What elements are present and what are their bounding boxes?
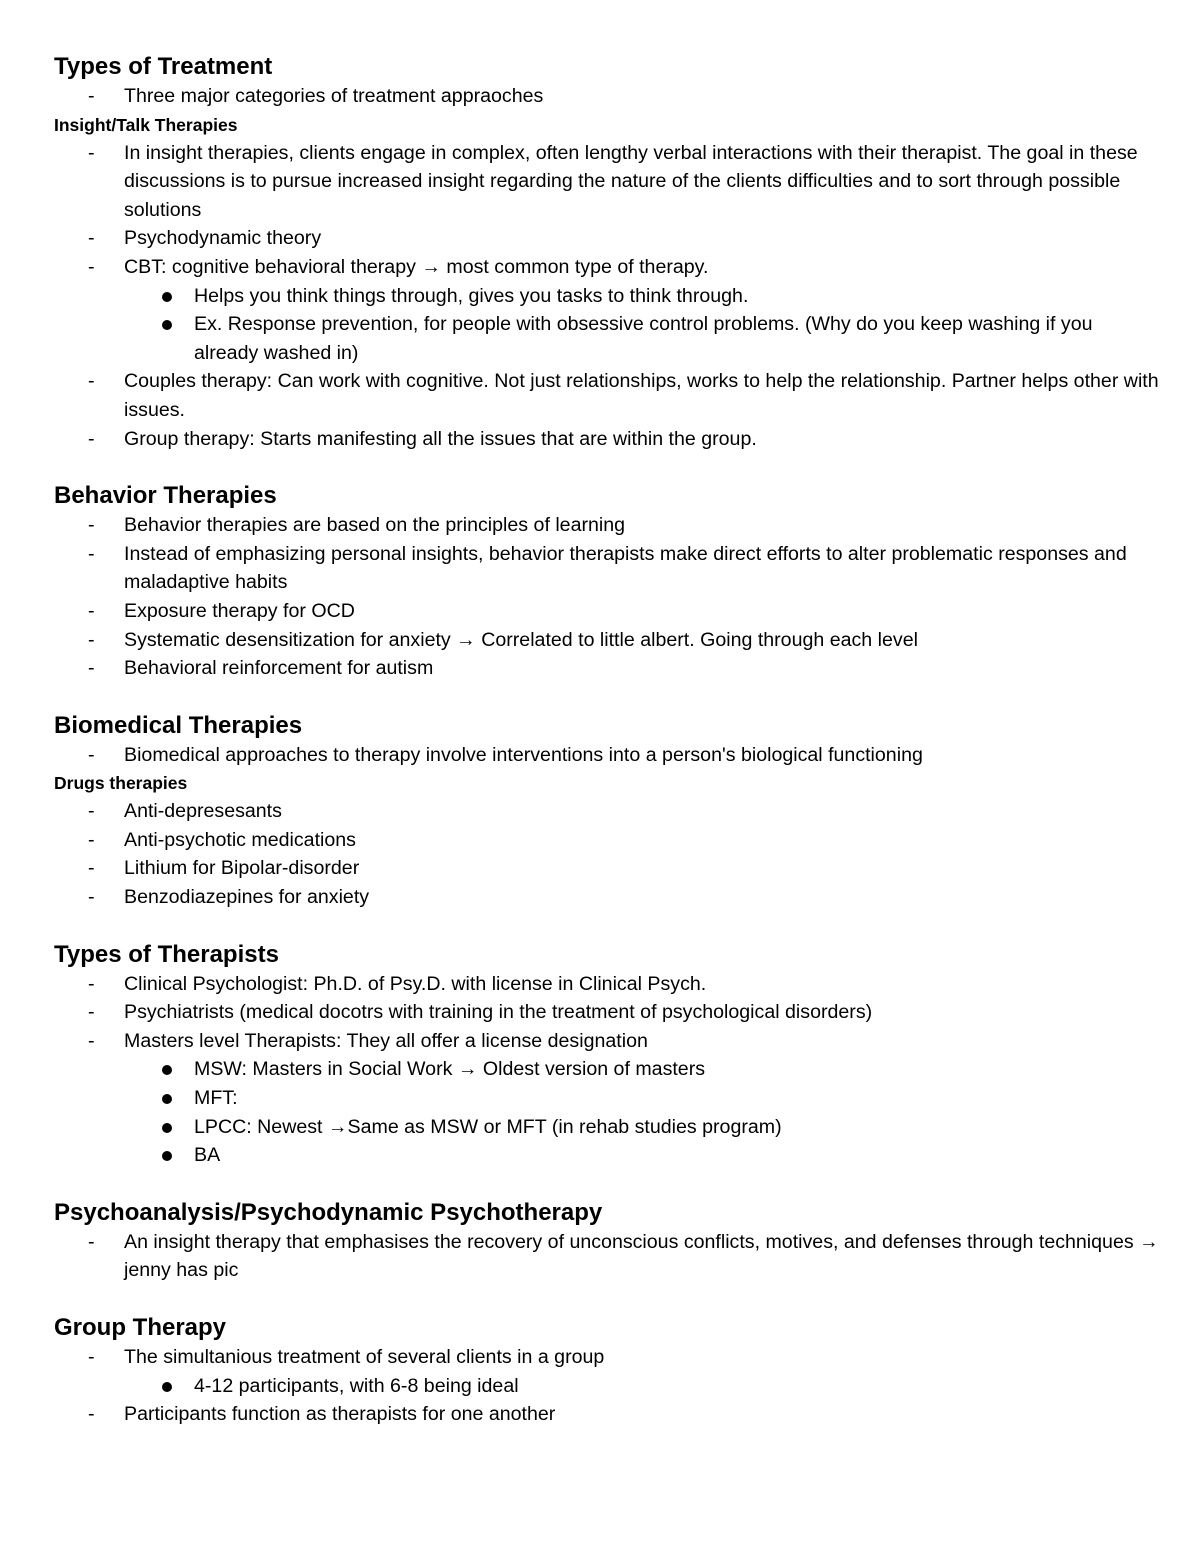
subsection-heading: Insight/Talk Therapies <box>54 114 238 135</box>
dash-bullet: - <box>88 828 95 851</box>
dash-bullet: - <box>88 857 95 880</box>
list-item: - Psychiatrists (medical docotrs with training in the treatment of psychological disorders) <box>54 998 1160 1027</box>
dash-bullet: - <box>88 542 95 565</box>
dash-bullet: - <box>88 427 95 450</box>
subsection-heading: Drugs therapies <box>54 773 188 794</box>
list-item: - In insight therapies, clients engage in complex, often lengthy verbal interactions with their therapist. The goal in these discussions is to pursue increased insight regarding the nature of the clients difficulties and to sort through possible solutions <box>54 139 1160 225</box>
nested-bullet-list <box>54 1372 1160 1401</box>
section-biomedical-therapies <box>54 711 1160 912</box>
list-item: - Behavior therapies are based on the principles of learning <box>54 511 1160 540</box>
dash-bullet: - <box>88 141 95 164</box>
list-item: - Masters level Therapists: They all offer a license designation <box>54 1027 1160 1056</box>
dash-bullet: - <box>88 1001 95 1024</box>
list-item: - CBT: cognitive behavioral therapy → most common type of therapy. <box>54 253 1160 282</box>
nested-list-item: Helps you think things through, gives you tasks to think through. <box>54 282 1160 311</box>
dash-bullet: - <box>88 972 95 995</box>
nested-list-item: MSW: Masters in Social Work → Oldest version of masters <box>54 1055 1160 1084</box>
dash-bullet: - <box>88 628 95 651</box>
nested-list-item: 4-12 participants, with 6-8 being ideal <box>54 1372 1160 1401</box>
dash-bullet: - <box>88 227 95 250</box>
dash-bullet: - <box>88 85 95 107</box>
dash-bullet: - <box>88 1346 95 1368</box>
list-item: - Couples therapy: Can work with cognitive. Not just relationships, works to help the relationship. Partner helps other with issues. <box>54 367 1160 424</box>
bullet-list <box>54 970 1160 1170</box>
section-title: Types of Treatment <box>54 53 273 80</box>
section-title: Psychoanalysis/Psychodynamic Psychotherapy <box>54 1198 603 1226</box>
nested-list-container <box>54 282 1160 368</box>
nested-list-container <box>54 1055 1160 1169</box>
dash-bullet: - <box>88 1029 95 1052</box>
nested-bullet-list <box>54 1055 1160 1169</box>
dash-bullet: - <box>88 800 95 823</box>
list-item: - Exposure therapy for OCD <box>54 597 1160 626</box>
bullet-dot-icon <box>162 320 172 330</box>
bullet-dot-icon <box>162 1151 172 1161</box>
bullet-list <box>54 511 1160 683</box>
dash-bullet: - <box>88 514 95 537</box>
section-title: Types of Therapists <box>54 940 279 968</box>
bullet-list <box>54 797 1160 911</box>
nested-list-item: BA <box>54 1141 1160 1170</box>
section-behavior-therapies <box>54 481 1160 683</box>
bullet-list <box>54 139 1160 454</box>
dash-bullet: - <box>88 1403 95 1426</box>
list-item: - Behavioral reinforcement for autism <box>54 654 1160 683</box>
list-item: - Psychodynamic theory <box>54 224 1160 253</box>
nested-list-item: MFT: <box>54 1084 1160 1113</box>
bullet-list <box>54 1343 1160 1429</box>
bullet-list <box>54 741 1160 770</box>
bullet-dot-icon <box>162 1094 172 1104</box>
bullet-list <box>54 82 1160 111</box>
list-item: - Instead of emphasizing personal insights, behavior therapists make direct efforts to alter problematic responses and maladaptive habits <box>54 540 1160 597</box>
list-item: - Clinical Psychologist: Ph.D. of Psy.D. with license in Clinical Psych. <box>54 970 1160 999</box>
nested-list-item: LPCC: Newest →Same as MSW or MFT (in rehab studies program) <box>54 1113 1160 1142</box>
nested-list-container <box>54 1372 1160 1401</box>
list-item: - Anti-depresesants <box>54 797 1160 826</box>
list-item: - The simultanious treatment of several clients in a group <box>54 1343 1160 1372</box>
list-item: - Lithium for Bipolar-disorder <box>54 854 1160 883</box>
dash-bullet: - <box>88 599 95 622</box>
list-item: - Biomedical approaches to therapy involve interventions into a person's biological functioning <box>54 741 1160 770</box>
dash-bullet: - <box>88 370 95 393</box>
bullet-dot-icon <box>162 292 172 302</box>
bullet-dot-icon <box>162 1123 172 1133</box>
dash-bullet: - <box>88 886 95 909</box>
list-item: - Participants function as therapists for one another <box>54 1400 1160 1429</box>
dash-bullet: - <box>88 657 95 680</box>
section-title: Group Therapy <box>54 1314 227 1341</box>
section-group-therapy <box>54 1313 1160 1429</box>
section-title: Behavior Therapies <box>54 482 277 510</box>
list-item: - Benzodiazepines for anxiety <box>54 883 1160 912</box>
bullet-list <box>54 1228 1160 1285</box>
bullet-dot-icon <box>162 1065 172 1075</box>
nested-list-item: Ex. Response prevention, for people with obsessive control problems. (Why do you keep washing if you already washed in) <box>54 310 1160 367</box>
section-types-of-treatment <box>54 52 1160 453</box>
list-item: - Three major categories of treatment appraoches <box>54 82 1160 111</box>
list-item: - Anti-psychotic medications <box>54 826 1160 855</box>
nested-bullet-list <box>54 282 1160 368</box>
list-item: - An insight therapy that emphasises the recovery of unconscious conflicts, motives, and defenses through techniques → jenny has pic <box>54 1228 1160 1285</box>
list-item: - Group therapy: Starts manifesting all the issues that are within the group. <box>54 425 1160 454</box>
dash-bullet: - <box>88 743 95 766</box>
bullet-dot-icon <box>162 1382 172 1392</box>
dash-bullet: - <box>88 255 95 278</box>
list-item: - Systematic desensitization for anxiety → Correlated to little albert. Going through each level <box>54 626 1160 655</box>
section-psychoanalysis <box>54 1198 1160 1285</box>
section-title: Biomedical Therapies <box>54 711 303 739</box>
dash-bullet: - <box>88 1230 95 1253</box>
section-types-of-therapists <box>54 940 1160 1170</box>
